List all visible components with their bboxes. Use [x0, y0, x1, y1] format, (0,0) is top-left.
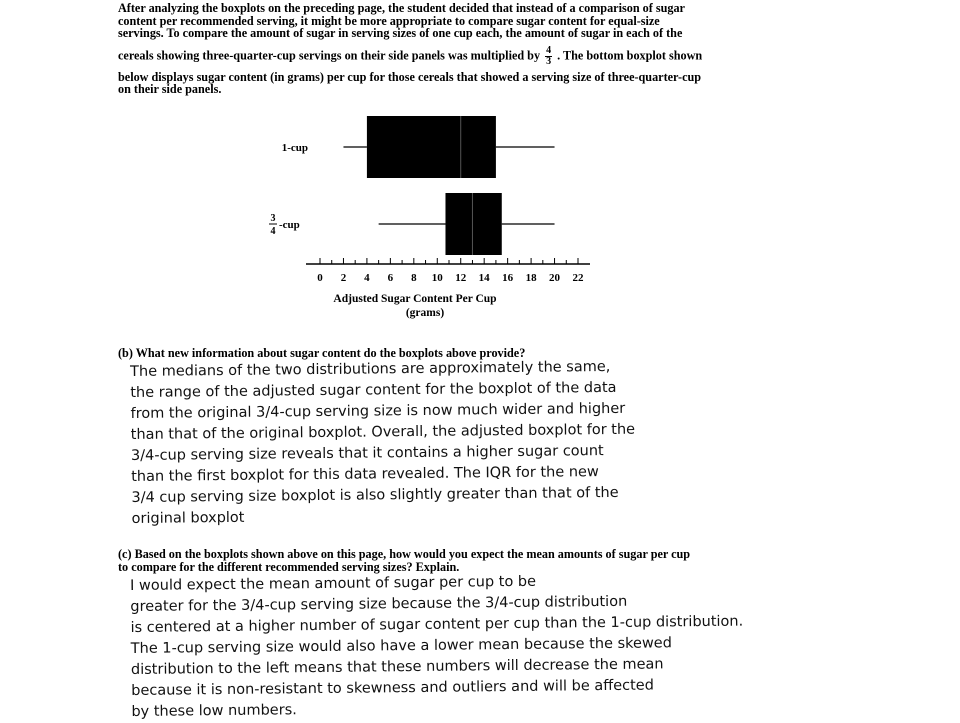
question-b: (b) What new information about sugar content do the boxplots above provide?: [118, 346, 526, 360]
tick-label: 0: [317, 272, 323, 284]
tick-label: 2: [340, 272, 347, 284]
tick-label: 16: [502, 272, 514, 284]
answer-c-line: distribution to the left means that these numbers will decrease the mean: [130, 656, 664, 678]
intro-line-with-fraction: [118, 46, 778, 67]
x-axis: [306, 258, 590, 284]
intro-text-before-fraction: cereals showing three-quarter-cup servings on their side panels was multiplied by: [118, 48, 541, 63]
answer-b-line: The medians of the two distributions are approximately the same,: [130, 358, 611, 380]
answer-c-line: The 1-cup serving size would also have a lower mean because the skewed: [130, 635, 672, 657]
tick-label: 10: [431, 272, 443, 284]
intro-text-after-fraction: . The bottom boxplot shown: [557, 48, 703, 63]
fraction-denominator: 3: [546, 55, 552, 67]
intro-paragraph: [118, 2, 778, 96]
iqr-box: [367, 116, 496, 178]
intro-line: below displays sugar content (in grams) per cup for those cereals that showed a serving size of three-quarter-cup: [118, 69, 702, 84]
answer-b-line: than that of the original boxplot. Overall, the adjusted boxplot for the: [130, 421, 636, 443]
answer-b-line: 3/4 cup serving size boxplot is also slightly greater than that of the: [131, 484, 619, 506]
intro-line: on their side panels.: [118, 82, 222, 97]
tick-label: 8: [411, 272, 417, 284]
handwritten-answer-c: [130, 569, 772, 723]
series-label-suffix: -cup: [279, 219, 300, 231]
answer-b-line: the range of the adjusted sugar content for the boxplot of the data: [130, 379, 617, 401]
tick-label: 14: [478, 272, 490, 284]
series-label-numerator: 3: [270, 213, 276, 224]
x-axis-label: Adjusted Sugar Content Per Cup: [333, 293, 497, 305]
intro-line: servings. To compare the amount of sugar in serving sizes of one cup each, the amount of sugar in each of the: [118, 26, 683, 41]
x-axis-unit: (grams): [405, 307, 445, 319]
tick-label: 6: [387, 272, 394, 284]
intro-line: After analyzing the boxplots on the preceding page, the student decided that instead of a comparison of sugar: [118, 1, 685, 15]
answer-c-line: greater for the 3/4-cup serving size because the 3/4-cup distribution: [130, 593, 628, 615]
tick-label: 18: [525, 272, 537, 284]
question-c-line: to compare for the different recommended serving sizes? Explain.: [118, 559, 460, 574]
question-c-line: (c) Based on the boxplots shown above on this page, how would you expect the mean amounts of sugar per cup: [118, 547, 691, 561]
tick-label: 20: [549, 272, 561, 284]
answer-b-line: from the original 3/4-cup serving size is now much wider and higher: [130, 400, 626, 422]
tick-label: 12: [455, 272, 467, 284]
iqr-box: [445, 193, 501, 255]
answer-c-line: by these low numbers.: [131, 702, 297, 720]
answer-c-line: because it is non-resistant to skewness and outliers and will be affected: [131, 677, 654, 699]
answer-b-line: 3/4-cup serving size reveals that it contains a higher sugar count: [130, 443, 604, 464]
handwritten-answer-b: [130, 355, 772, 530]
answer-b-line: original boxplot: [131, 509, 245, 527]
intro-line: content per recommended serving, it might be more appropriate to compare sugar content for equal-size: [118, 13, 660, 28]
answer-b-line: than the first boxplot for this data revealed. The IQR for the new: [131, 464, 599, 485]
answer-c-line: is centered at a higher number of sugar content per cup than the 1-cup distribution.: [130, 613, 744, 636]
tick-label: 22: [572, 272, 584, 284]
boxplot-boxes: [343, 116, 554, 255]
series-label-1-cup: 1-cup: [281, 142, 308, 154]
four-thirds-fraction: [545, 46, 552, 67]
answer-c-line: I would expect the mean amount of sugar per cup to be: [130, 573, 537, 594]
tick-label: 4: [364, 272, 370, 284]
series-label-denominator: 4: [270, 226, 276, 237]
fraction-numerator: 4: [546, 44, 552, 56]
boxplot-chart: [250, 100, 630, 325]
series-label-three-quarter-cup: [269, 213, 300, 237]
